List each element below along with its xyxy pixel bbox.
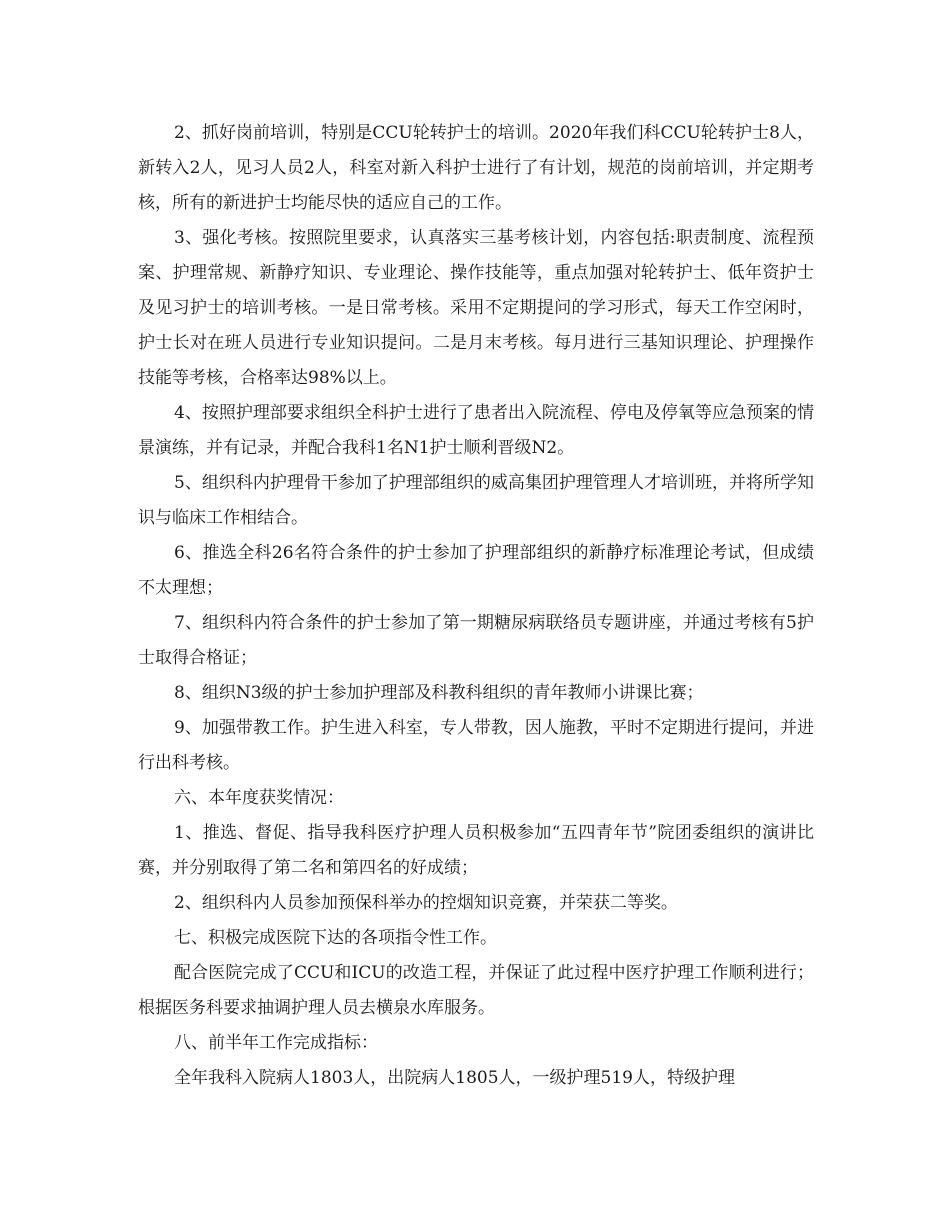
paragraph-speech-contest: 1、推选、督促、指导我科医疗护理人员积极参加“五四青年节”院团委组织的演讲比赛，并分别取得了第二名和第四名的好成绩； bbox=[138, 823, 814, 878]
paragraph-teaching-contest: 8、组织N3级的护士参加护理部及科教科组织的青年教师小讲课比赛； bbox=[174, 683, 704, 703]
section-heading-indicators: 八、前半年工作完成指标： bbox=[174, 1033, 378, 1053]
paragraph-tobacco-quiz: 2、组织科内人员参加预保科举办的控烟知识竞赛，并荣获二等奖。 bbox=[174, 893, 678, 913]
paragraph-emergency-drill: 4、按照护理部要求组织全科护士进行了患者出入院流程、停电及停氧等应急预案的情景演练，并有记录，并配合我科1名N1护士顺利晋级N2。 bbox=[138, 403, 814, 458]
section-heading-awards: 六、本年度获奖情况： bbox=[174, 788, 344, 808]
document-body bbox=[138, 116, 814, 1096]
paragraph-iv-exam: 6、推选全科26名符合条件的护士参加了护理部组织的新静疗标准理论考试，但成绩不太理想； bbox=[138, 543, 814, 598]
paragraph-student-teaching: 9、加强带教工作。护生进入科室，专人带教，因人施教，平时不定期进行提问，并进行出科考核。 bbox=[138, 718, 814, 773]
paragraph-management-training: 5、组织科内护理骨干参加了护理部组织的威高集团护理管理人才培训班，并将所学知识与临床工作相结合。 bbox=[138, 473, 814, 528]
paragraph-diabetes-lecture: 7、组织科内符合条件的护士参加了第一期糖尿病联络员专题讲座，并通过考核有5护士取得合格证； bbox=[138, 613, 814, 668]
paragraph-renovation: 配合医院完成了CCU和ICU的改造工程，并保证了此过程中医疗护理工作顺利进行；根据医务科要求抽调护理人员去横泉水库服务。 bbox=[138, 963, 814, 1018]
section-heading-directives: 七、积极完成医院下达的各项指令性工作。 bbox=[174, 928, 497, 948]
paragraph-patient-stats: 全年我科入院病人1803人，出院病人1805人，一级护理519人，特级护理 bbox=[174, 1068, 735, 1088]
paragraph-training: 2、抓好岗前培训，特别是CCU轮转护士的培训。2020年我们科CCU轮转护士8人，新转入2人，见习人员2人，科室对新入科护士进行了有计划，规范的岗前培训，并定期考核，所有的新进护士均能尽快的适应自己的工作。 bbox=[138, 123, 814, 213]
paragraph-assessment: 3、强化考核。按照院里要求，认真落实三基考核计划，内容包括:职责制度、流程预案、护理常规、新静疗知识、专业理论、操作技能等，重点加强对轮转护士、低年资护士及见习护士的培训考核。一是日常考核。采用不定期提问的学习形式，每天工作空闲时，护士长对在班人员进行专业知识提问。二是月末考核。每月进行三基知识理论、护理操作技能等考核，合格率达98%以上。 bbox=[138, 228, 814, 388]
